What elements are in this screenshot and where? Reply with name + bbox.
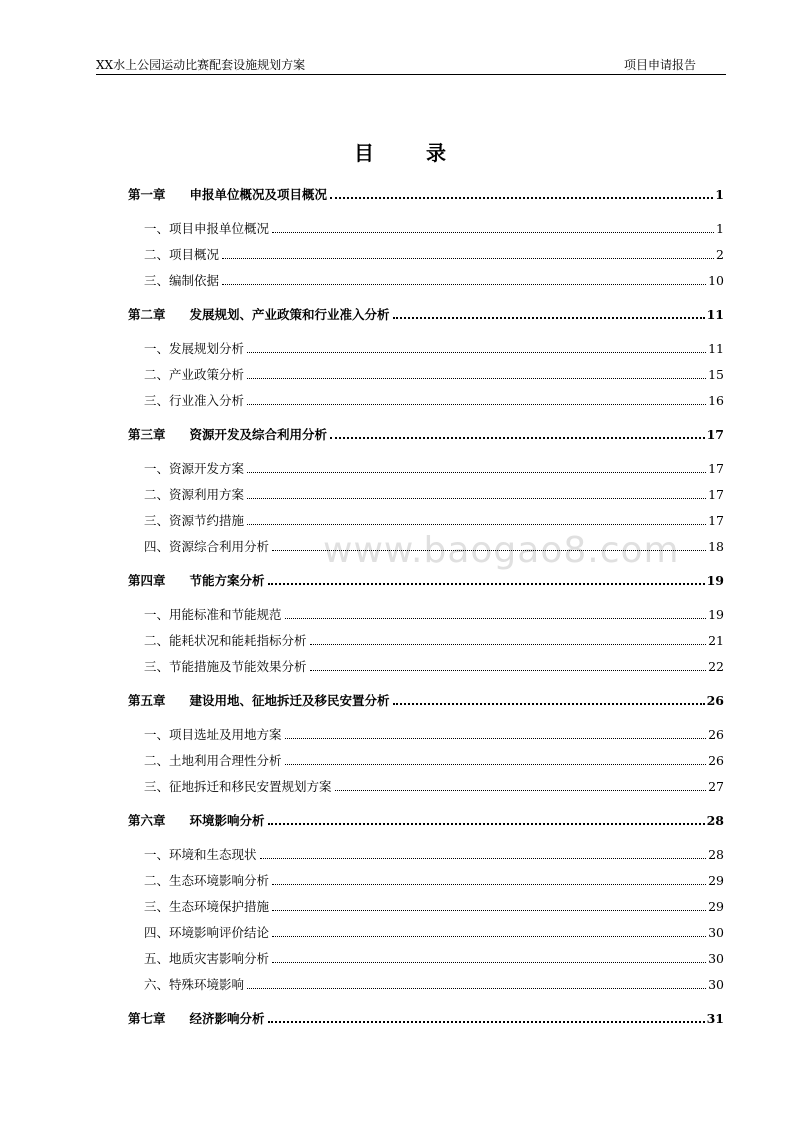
toc-entry-title: 四、环境影响评价结论 <box>144 925 270 940</box>
toc-page-number: 16 <box>708 393 724 408</box>
toc-entry-title: 一、项目选址及用地方案 <box>144 727 282 742</box>
toc-page-number: 22 <box>708 659 724 674</box>
toc-chapter-number: 第四章 <box>128 573 166 588</box>
toc-dot-leader <box>247 351 706 353</box>
toc-title: 目 录 <box>354 141 462 165</box>
toc-entry-title: 六、特殊环境影响 <box>144 977 245 992</box>
toc-chapter-entry[interactable] <box>128 185 724 205</box>
toc-dot-leader <box>272 231 714 233</box>
toc-section-entry[interactable] <box>144 871 724 891</box>
page-header <box>96 56 726 75</box>
toc-dot-leader <box>247 497 706 499</box>
toc-page-number: 30 <box>708 925 724 940</box>
toc-entry-title: 一、资源开发方案 <box>144 461 245 476</box>
toc-entry-title: 二、项目概况 <box>144 247 220 262</box>
toc-chapter-number: 第三章 <box>128 427 166 442</box>
toc-section-entry[interactable] <box>144 605 724 625</box>
toc-chapter-entry[interactable] <box>128 571 724 591</box>
toc-dot-leader <box>268 822 705 825</box>
toc-chapter-number: 第一章 <box>128 187 166 202</box>
toc-entry-title: 三、生态环境保护措施 <box>144 899 270 914</box>
toc-dot-leader <box>272 549 706 551</box>
watermark: www.baogao8.com <box>323 530 680 571</box>
toc-page-number: 2 <box>716 247 724 262</box>
toc-dot-leader <box>222 257 714 259</box>
toc-dot-leader <box>310 669 707 671</box>
toc-entry-title: 三、编制依据 <box>144 273 220 288</box>
toc-page-number: 1 <box>716 221 724 236</box>
toc-dot-leader <box>247 471 706 473</box>
toc-chapter-entry[interactable] <box>128 691 724 711</box>
toc-page-number: 19 <box>708 607 724 622</box>
toc-section-entry[interactable] <box>144 725 724 745</box>
toc-chapter-number: 第六章 <box>128 813 166 828</box>
toc-entry-title: 建设用地、征地拆迁及移民安置分析 <box>189 693 390 708</box>
toc-dot-leader <box>272 883 706 885</box>
toc-section-entry[interactable] <box>144 459 724 479</box>
toc-entry-title: 申报单位概况及项目概况 <box>189 187 328 202</box>
toc-dot-leader <box>247 403 706 405</box>
toc-section-entry[interactable] <box>144 631 724 651</box>
toc-chapter-entry[interactable] <box>128 425 724 445</box>
toc-section-entry[interactable] <box>144 751 724 771</box>
toc-dot-leader <box>330 436 705 439</box>
toc-page-number: 26 <box>708 753 724 768</box>
toc-dot-leader <box>393 702 705 705</box>
toc-entry-title: 资源开发及综合利用分析 <box>189 427 328 442</box>
toc-dot-leader <box>222 283 706 285</box>
toc-section-entry[interactable] <box>144 391 724 411</box>
toc-page-number: 19 <box>706 573 724 588</box>
toc-chapter-number: 第七章 <box>128 1011 166 1026</box>
toc-entry-title: 五、地质灾害影响分析 <box>144 951 270 966</box>
toc-dot-leader <box>247 377 706 379</box>
toc-entry-title: 三、节能措施及节能效果分析 <box>144 659 307 674</box>
toc-dot-leader <box>285 617 707 619</box>
toc-page-number: 29 <box>708 873 724 888</box>
toc-entry-title: 二、能耗状况和能耗指标分析 <box>144 633 307 648</box>
toc-section-entry[interactable] <box>144 365 724 385</box>
toc-dot-leader <box>260 857 707 859</box>
toc-entry-title: 二、土地利用合理性分析 <box>144 753 282 768</box>
toc-entry-title: 经济影响分析 <box>189 1011 265 1026</box>
toc-section-entry[interactable] <box>144 485 724 505</box>
toc-page-number: 11 <box>706 307 724 322</box>
toc-dot-leader <box>247 987 706 989</box>
toc-entry-title: 二、资源利用方案 <box>144 487 245 502</box>
toc-page-number: 15 <box>708 367 724 382</box>
toc-dot-leader <box>335 789 707 791</box>
toc-page-number: 17 <box>708 487 724 502</box>
toc-page-number: 26 <box>706 693 724 708</box>
toc-page-number: 21 <box>708 633 724 648</box>
toc-page-number: 18 <box>708 539 724 554</box>
toc-dot-leader <box>268 582 705 585</box>
toc-dot-leader <box>268 1020 705 1023</box>
toc-section-entry[interactable] <box>144 845 724 865</box>
toc-page-number: 30 <box>708 977 724 992</box>
toc-entry-title: 三、资源节约措施 <box>144 513 245 528</box>
toc-chapter-number: 第五章 <box>128 693 166 708</box>
toc-entry-title: 节能方案分析 <box>189 573 265 588</box>
header-document-title: XX水上公园运动比赛配套设施规划方案 <box>96 58 306 72</box>
toc-section-entry[interactable] <box>144 511 724 531</box>
toc-section-entry[interactable] <box>144 245 724 265</box>
toc-section-entry[interactable] <box>144 777 724 797</box>
toc-entry-title: 四、资源综合利用分析 <box>144 539 270 554</box>
toc-page-number: 29 <box>708 899 724 914</box>
toc-page-number: 30 <box>708 951 724 966</box>
toc-dot-leader <box>272 961 706 963</box>
toc-page-number: 31 <box>706 1011 724 1026</box>
toc-section-entry[interactable] <box>144 271 724 291</box>
toc-chapter-number: 第二章 <box>128 307 166 322</box>
toc-dot-leader <box>393 316 705 319</box>
toc-chapter-entry[interactable] <box>128 305 724 325</box>
toc-section-entry[interactable] <box>144 537 724 557</box>
toc-section-entry[interactable] <box>144 923 724 943</box>
toc-dot-leader <box>310 643 707 645</box>
toc-entry-title: 一、项目申报单位概况 <box>144 221 270 236</box>
toc-page-number: 27 <box>708 779 724 794</box>
toc-page-number: 17 <box>708 461 724 476</box>
toc-section-entry[interactable] <box>144 949 724 969</box>
toc-dot-leader <box>285 763 707 765</box>
toc-entry-title: 三、征地拆迁和移民安置规划方案 <box>144 779 332 794</box>
toc-entry-title: 二、生态环境影响分析 <box>144 873 270 888</box>
toc-section-entry[interactable] <box>144 219 724 239</box>
toc-dot-leader <box>247 523 706 525</box>
toc-section-entry[interactable] <box>144 657 724 677</box>
toc-page-number: 10 <box>708 273 724 288</box>
toc-entry-title: 环境影响分析 <box>189 813 265 828</box>
toc-entry-title: 一、发展规划分析 <box>144 341 245 356</box>
toc-dot-leader <box>330 196 713 199</box>
toc-entry-title: 一、用能标准和节能规范 <box>144 607 282 622</box>
toc-dot-leader <box>285 737 707 739</box>
toc-page-number: 17 <box>706 427 724 442</box>
toc-page-number: 28 <box>708 847 724 862</box>
toc-entry-title: 一、环境和生态现状 <box>144 847 257 862</box>
toc-page-number: 1 <box>715 187 724 202</box>
toc-section-entry[interactable] <box>144 975 724 995</box>
toc-page-number: 26 <box>708 727 724 742</box>
toc-section-entry[interactable] <box>144 897 724 917</box>
toc-entry-title: 三、行业准入分析 <box>144 393 245 408</box>
toc-entry-title: 二、产业政策分析 <box>144 367 245 382</box>
toc-page-number: 11 <box>708 341 724 356</box>
toc-dot-leader <box>272 909 706 911</box>
header-report-type: 项目申请报告 <box>623 58 696 72</box>
toc-chapter-entry[interactable] <box>128 1009 724 1029</box>
toc-entry-title: 发展规划、产业政策和行业准入分析 <box>189 307 390 322</box>
toc-dot-leader <box>272 935 706 937</box>
toc-page-number: 17 <box>708 513 724 528</box>
toc-page-number: 28 <box>706 813 724 828</box>
toc-section-entry[interactable] <box>144 339 724 359</box>
toc-chapter-entry[interactable] <box>128 811 724 831</box>
